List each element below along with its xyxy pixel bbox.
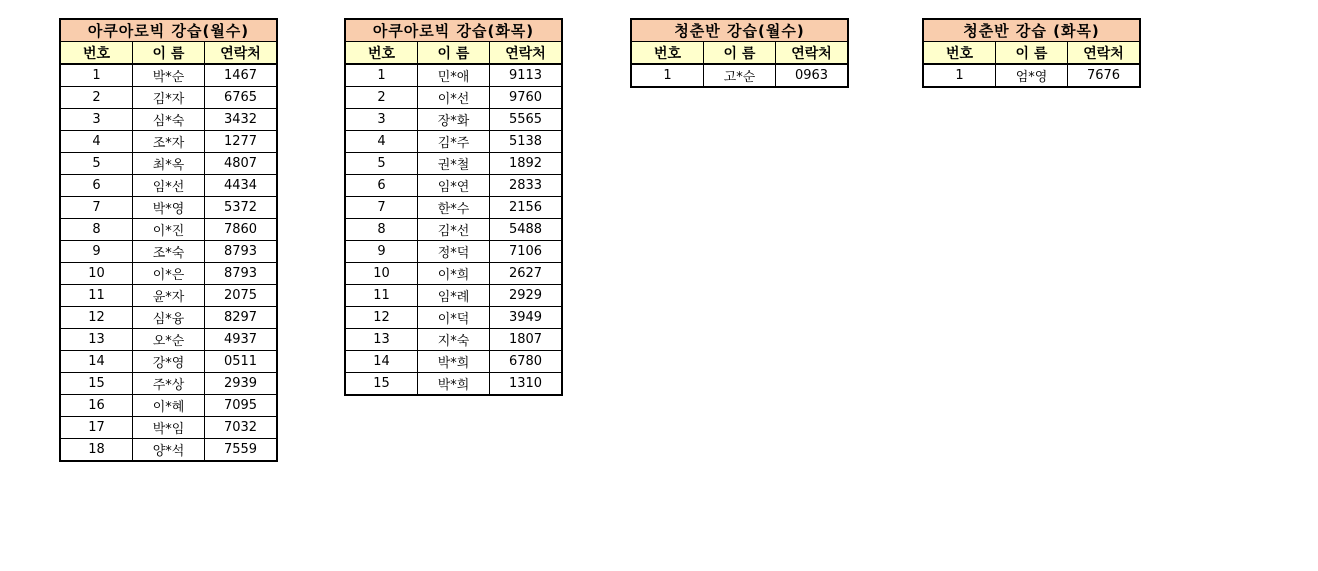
- cell-name: 민*애: [418, 64, 490, 87]
- cell-name: 윤*자: [133, 285, 205, 307]
- cell-contact: 7032: [205, 417, 278, 439]
- table-title: 청춘반 강습 (화목): [923, 19, 1140, 42]
- table-row: [345, 87, 562, 109]
- cell-number: 12: [60, 307, 133, 329]
- cell-contact: 8793: [205, 241, 278, 263]
- cell-number: 7: [345, 197, 418, 219]
- cell-number: 1: [631, 64, 704, 87]
- cell-number: 9: [345, 241, 418, 263]
- table-row: [60, 109, 277, 131]
- cell-number: 6: [60, 175, 133, 197]
- cell-number: 7: [60, 197, 133, 219]
- cell-contact: 7106: [490, 241, 563, 263]
- table-title-row: [923, 19, 1140, 42]
- cell-number: 14: [345, 351, 418, 373]
- table-row: [60, 351, 277, 373]
- cell-contact: 2939: [205, 373, 278, 395]
- cell-name: 임*연: [418, 175, 490, 197]
- cell-number: 5: [345, 153, 418, 175]
- cell-name: 김*자: [133, 87, 205, 109]
- cell-name: 박*순: [133, 64, 205, 87]
- table-row: [345, 263, 562, 285]
- cell-number: 18: [60, 439, 133, 462]
- cell-name: 박*임: [133, 417, 205, 439]
- cell-number: 8: [60, 219, 133, 241]
- table-row: [923, 64, 1140, 87]
- cell-name: 엄*영: [996, 64, 1068, 87]
- column-header-contact: 연락처: [205, 42, 278, 65]
- table-title-row: [345, 19, 562, 42]
- cell-contact: 8793: [205, 263, 278, 285]
- cell-contact: 1807: [490, 329, 563, 351]
- table-row: [345, 351, 562, 373]
- table-row: [345, 373, 562, 396]
- cell-name: 이*선: [418, 87, 490, 109]
- table-title: 아쿠아로빅 강습(화목): [345, 19, 562, 42]
- table-title-row: [631, 19, 848, 42]
- cell-contact: 7860: [205, 219, 278, 241]
- roster-table-2: [344, 18, 563, 396]
- cell-number: 9: [60, 241, 133, 263]
- cell-contact: 4807: [205, 153, 278, 175]
- table-row: [60, 329, 277, 351]
- table-header-row: [345, 42, 562, 65]
- cell-contact: 9760: [490, 87, 563, 109]
- table-row: [631, 64, 848, 87]
- cell-contact: 7095: [205, 395, 278, 417]
- table-row: [60, 131, 277, 153]
- cell-number: 13: [345, 329, 418, 351]
- cell-name: 오*순: [133, 329, 205, 351]
- cell-number: 12: [345, 307, 418, 329]
- cell-number: 10: [60, 263, 133, 285]
- cell-contact: 0963: [776, 64, 849, 87]
- cell-contact: 3432: [205, 109, 278, 131]
- cell-name: 박*희: [418, 373, 490, 396]
- cell-name: 이*진: [133, 219, 205, 241]
- roster-table-4: [922, 18, 1141, 88]
- column-header-contact: 연락처: [1068, 42, 1141, 65]
- cell-number: 3: [60, 109, 133, 131]
- cell-number: 17: [60, 417, 133, 439]
- table-row: [345, 241, 562, 263]
- table-row: [60, 417, 277, 439]
- cell-number: 15: [345, 373, 418, 396]
- table-row: [60, 87, 277, 109]
- cell-name: 임*선: [133, 175, 205, 197]
- column-header-name: 이 름: [704, 42, 776, 65]
- cell-number: 1: [923, 64, 996, 87]
- cell-name: 이*덕: [418, 307, 490, 329]
- cell-name: 강*영: [133, 351, 205, 373]
- cell-number: 5: [60, 153, 133, 175]
- table-row: [60, 64, 277, 87]
- cell-number: 8: [345, 219, 418, 241]
- cell-name: 양*석: [133, 439, 205, 462]
- cell-number: 1: [345, 64, 418, 87]
- cell-contact: 1277: [205, 131, 278, 153]
- cell-number: 10: [345, 263, 418, 285]
- cell-contact: 2627: [490, 263, 563, 285]
- table-row: [345, 109, 562, 131]
- table-row: [345, 64, 562, 87]
- table-title-row: [60, 19, 277, 42]
- cell-name: 주*상: [133, 373, 205, 395]
- cell-contact: 3949: [490, 307, 563, 329]
- cell-name: 심*숙: [133, 109, 205, 131]
- column-header-contact: 연락처: [490, 42, 563, 65]
- column-header-contact: 연락처: [776, 42, 849, 65]
- cell-name: 고*순: [704, 64, 776, 87]
- table-row: [60, 197, 277, 219]
- cell-number: 11: [345, 285, 418, 307]
- cell-contact: 2075: [205, 285, 278, 307]
- table-title: 아쿠아로빅 강습(월수): [60, 19, 277, 42]
- cell-name: 조*숙: [133, 241, 205, 263]
- table-row: [60, 285, 277, 307]
- column-header-number: 번호: [60, 42, 133, 65]
- cell-contact: 5138: [490, 131, 563, 153]
- table-row: [60, 373, 277, 395]
- cell-contact: 2833: [490, 175, 563, 197]
- cell-contact: 6780: [490, 351, 563, 373]
- cell-contact: 1892: [490, 153, 563, 175]
- table-header-row: [60, 42, 277, 65]
- cell-contact: 5488: [490, 219, 563, 241]
- column-header-name: 이 름: [133, 42, 205, 65]
- table-row: [345, 219, 562, 241]
- cell-contact: 1467: [205, 64, 278, 87]
- cell-number: 4: [345, 131, 418, 153]
- table-row: [60, 153, 277, 175]
- table-header-row: [923, 42, 1140, 65]
- cell-name: 박*희: [418, 351, 490, 373]
- cell-name: 권*철: [418, 153, 490, 175]
- cell-number: 13: [60, 329, 133, 351]
- cell-contact: 6765: [205, 87, 278, 109]
- column-header-name: 이 름: [996, 42, 1068, 65]
- cell-number: 2: [60, 87, 133, 109]
- table-row: [345, 285, 562, 307]
- table-row: [60, 307, 277, 329]
- cell-name: 박*영: [133, 197, 205, 219]
- cell-contact: 4434: [205, 175, 278, 197]
- roster-table-1: [59, 18, 278, 462]
- cell-contact: 2156: [490, 197, 563, 219]
- cell-contact: 7676: [1068, 64, 1141, 87]
- cell-number: 15: [60, 373, 133, 395]
- cell-name: 장*화: [418, 109, 490, 131]
- cell-number: 6: [345, 175, 418, 197]
- cell-number: 4: [60, 131, 133, 153]
- cell-contact: 2929: [490, 285, 563, 307]
- table-row: [60, 175, 277, 197]
- cell-name: 이*희: [418, 263, 490, 285]
- cell-name: 한*수: [418, 197, 490, 219]
- cell-contact: 4937: [205, 329, 278, 351]
- table-row: [60, 263, 277, 285]
- table-row: [345, 131, 562, 153]
- cell-contact: 0511: [205, 351, 278, 373]
- cell-number: 16: [60, 395, 133, 417]
- cell-name: 이*은: [133, 263, 205, 285]
- table-row: [345, 197, 562, 219]
- cell-number: 14: [60, 351, 133, 373]
- table-header-row: [631, 42, 848, 65]
- table-row: [345, 307, 562, 329]
- cell-contact: 5372: [205, 197, 278, 219]
- roster-table-3: [630, 18, 849, 88]
- cell-name: 심*융: [133, 307, 205, 329]
- cell-contact: 7559: [205, 439, 278, 462]
- column-header-number: 번호: [631, 42, 704, 65]
- cell-name: 정*덕: [418, 241, 490, 263]
- table-row: [60, 241, 277, 263]
- cell-number: 11: [60, 285, 133, 307]
- cell-contact: 1310: [490, 373, 563, 396]
- table-row: [60, 439, 277, 462]
- table-row: [345, 329, 562, 351]
- column-header-number: 번호: [923, 42, 996, 65]
- cell-number: 2: [345, 87, 418, 109]
- column-header-number: 번호: [345, 42, 418, 65]
- cell-name: 이*혜: [133, 395, 205, 417]
- table-row: [345, 153, 562, 175]
- table-title: 청춘반 강습(월수): [631, 19, 848, 42]
- table-row: [60, 395, 277, 417]
- cell-name: 김*주: [418, 131, 490, 153]
- cell-number: 1: [60, 64, 133, 87]
- cell-name: 지*숙: [418, 329, 490, 351]
- cell-number: 3: [345, 109, 418, 131]
- cell-name: 최*옥: [133, 153, 205, 175]
- column-header-name: 이 름: [418, 42, 490, 65]
- cell-name: 김*선: [418, 219, 490, 241]
- cell-contact: 5565: [490, 109, 563, 131]
- table-row: [60, 219, 277, 241]
- cell-contact: 9113: [490, 64, 563, 87]
- cell-contact: 8297: [205, 307, 278, 329]
- cell-name: 임*례: [418, 285, 490, 307]
- cell-name: 조*자: [133, 131, 205, 153]
- table-row: [345, 175, 562, 197]
